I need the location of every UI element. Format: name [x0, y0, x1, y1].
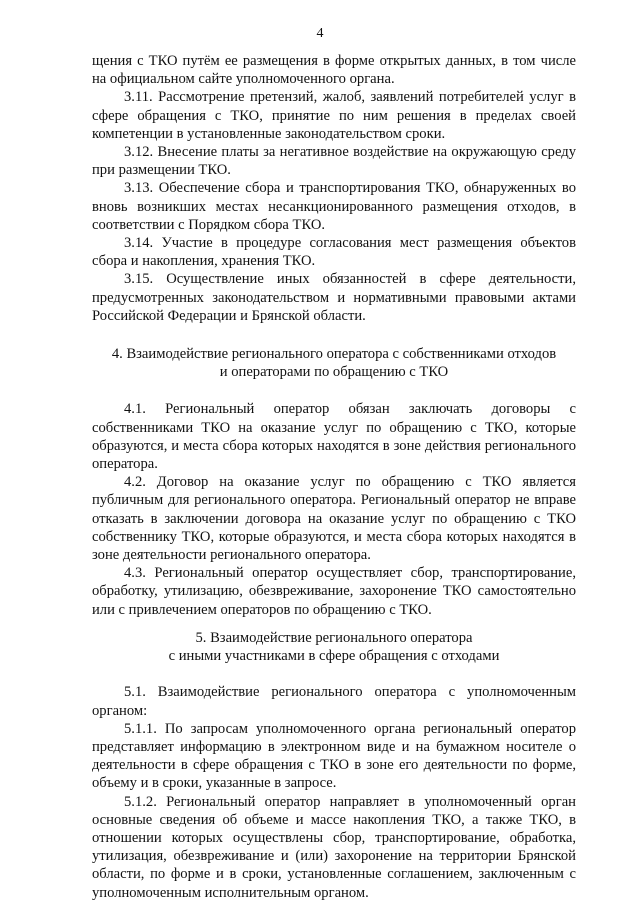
paragraph-4-3: 4.3. Региональный оператор осуществляет сбор, транспортирование, обработку, утилизацию, обезвреживание, захоронение ТКО самостоятельно или с привлечением операторов по обращению с ТКО. [92, 565, 576, 618]
section-4-heading-line-1: 4. Взаимодействие регионального оператора с собственниками отходов [111, 346, 557, 363]
paragraph-continuation: щения с ТКО путём ее размещения в форме открытых данных, в том числе на официальном сайте уполномоченного органа. [92, 53, 576, 88]
paragraph-5-1: 5.1. Взаимодействие регионального оператора с уполномоченным органом: [92, 684, 576, 719]
paragraph-3-12: 3.12. Внесение платы за негативное воздействие на окружающую среду при размещении ТКО. [92, 144, 576, 179]
document-body [92, 52, 576, 902]
paragraph-3-13: 3.13. Обеспечение сбора и транспортирования ТКО, обнаруженных во вновь возникших местах несанкционированного размещения отходов, в соответствии с Порядком сбора ТКО. [92, 180, 576, 233]
paragraph-3-15: 3.15. Осуществление иных обязанностей в сфере деятельности, предусмотренных законодательством и нормативными правовыми актами Российской Федерации и Брянской области. [92, 271, 576, 324]
section-5-heading-line-2: с иными участниками в сфере обращения с отходами [168, 648, 500, 665]
paragraph-5-1-2: 5.1.2. Региональный оператор направляет в уполномоченный орган основные сведения об объеме и массе накопления ТКО, а также ТКО, в отношении которых осуществлены сбор, транспортирование, обработка, утилизация, обезвреживание и (или) захоронение на территории Брянской области, по форме и в сроки, установленные соглашением, заключенным с уполномоченным исполнительным органом. [92, 793, 576, 901]
section-4-heading-line-2: и операторами по обращению с ТКО [219, 364, 449, 381]
paragraph-3-11: 3.11. Рассмотрение претензий, жалоб, заявлений потребителей услуг в сфере обращения с ТКО, принятие по ним решения в пределах своей компетенции в установленные законодательством сроки. [92, 89, 576, 142]
paragraph-4-2: 4.2. Договор на оказание услуг по обращению с ТКО является публичным для регионального оператора. Региональный оператор не вправе отказать в заключении договора на оказание услуг по обращению с ТКО собственнику ТКО, которые образуются, и места сбора которых находятся в зоне деятельности регионального оператора. [92, 474, 576, 564]
section-5-heading [92, 629, 576, 665]
paragraph-4-1: 4.1. Региональный оператор обязан заключать договоры с собственниками ТКО на оказание услуг по обращению с ТКО, которые образуются, и места сбора которых находятся в зоне действия регионального оператора. [92, 401, 576, 473]
paragraph-3-14: 3.14. Участие в процедуре согласования мест размещения объектов сбора и накопления, хранения ТКО. [92, 235, 576, 270]
paragraph-5-1-1: 5.1.1. По запросам уполномоченного органа региональный оператор представляет информацию в электронном виде и на бумажном носителе о деятельности в сфере обращения с ТКО в зоне его деятельности по форме, объему и в сроки, указанные в запросе. [92, 720, 576, 792]
page-number: 4 [316, 26, 324, 41]
section-5-heading-line-1: 5. Взаимодействие регионального оператора [195, 629, 473, 646]
section-4-heading [92, 345, 576, 381]
